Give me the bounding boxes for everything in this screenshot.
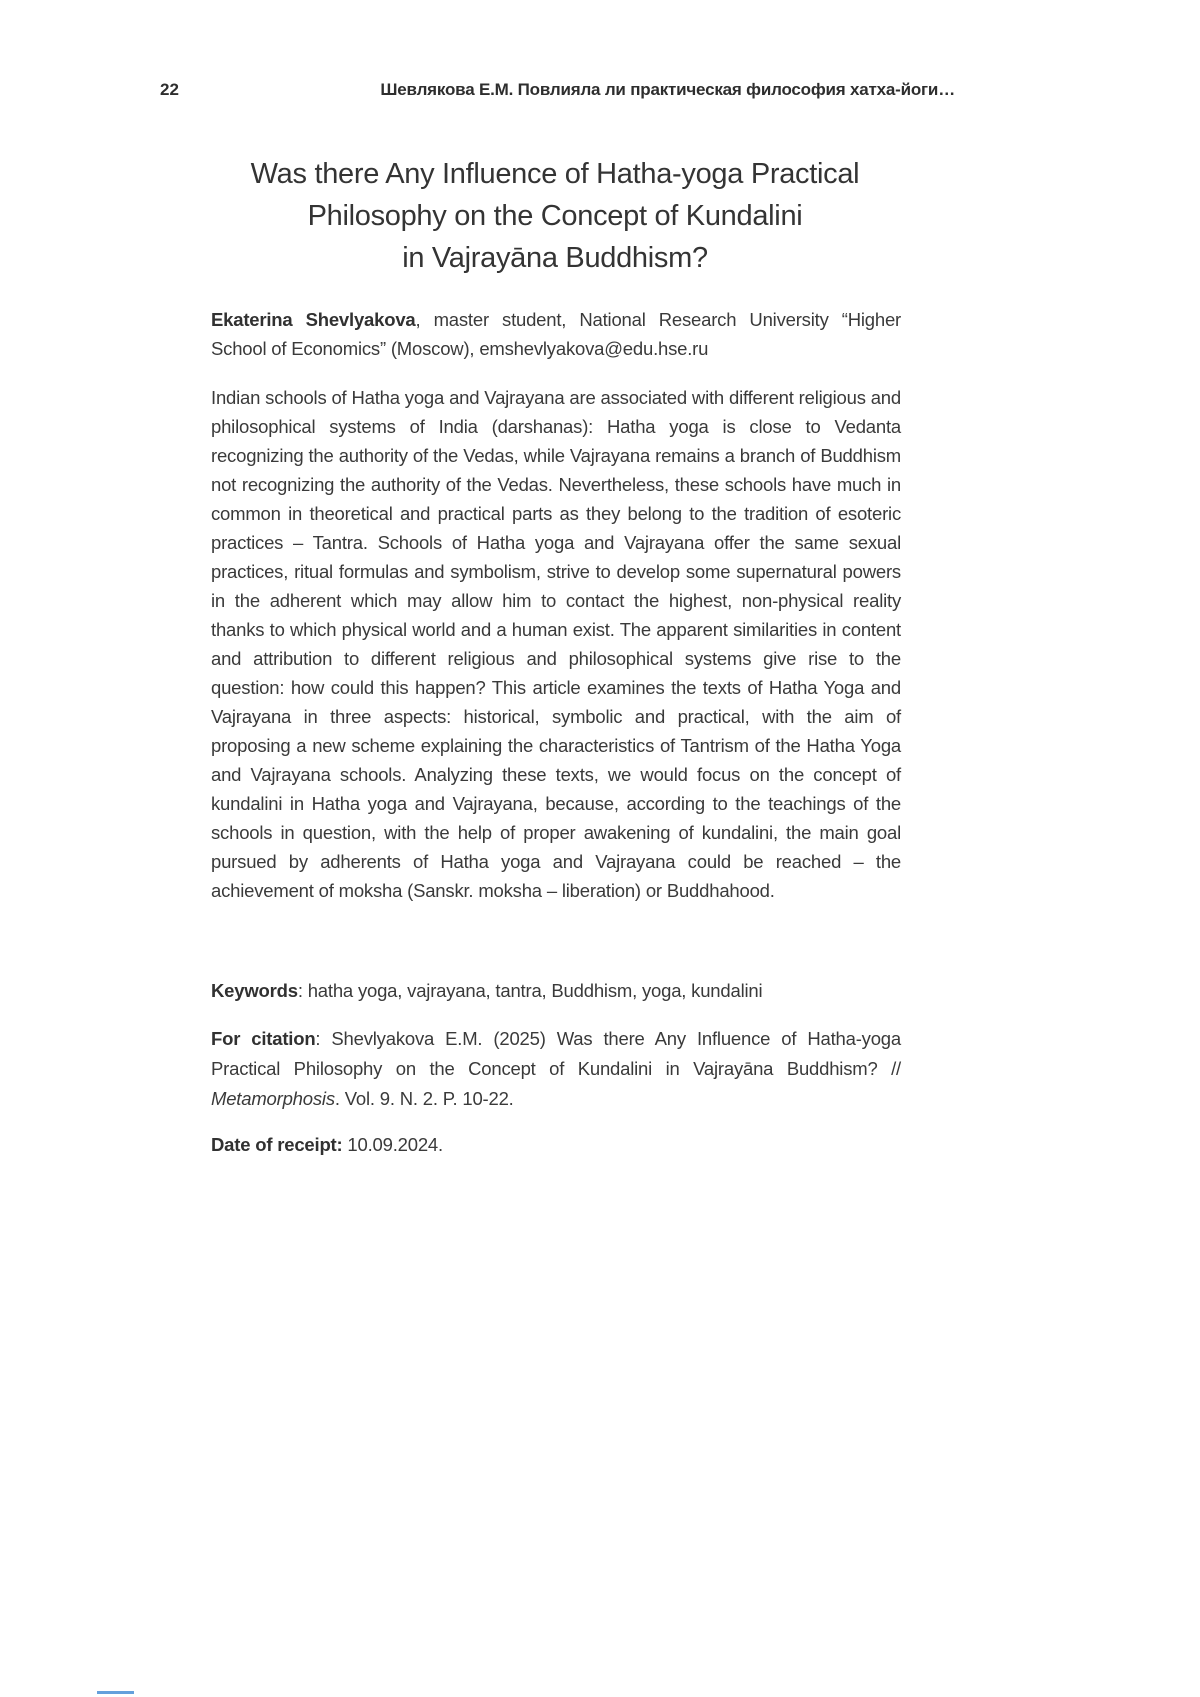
citation-text-before: : Shevlyakova E.M. (2025) Was there Any Influence of Hatha-yoga Practical Philosophy on the Concept of Kundalini in Vajrayāna Buddhism? // [211,1028,901,1079]
citation-label: For citation [211,1028,316,1049]
citation-journal-name: Metamorphosis [211,1088,335,1109]
keywords-text: : hatha yoga, vajrayana, tantra, Buddhism, yoga, kundalini [297,980,763,1001]
keywords-label: Keywords [211,980,298,1001]
author-affiliation: , master student, National Research University “Higher School of Economics” (Moscow), [211,309,901,359]
running-header: Шевлякова Е.М. Повлияла ли практическая философия хатха-йоги… [380,80,955,99]
date-of-receipt-label: Date of receipt: [211,1134,343,1155]
article-title-line-2: Philosophy on the Concept of Kundalini [307,200,803,232]
author-info [211,305,901,363]
date-of-receipt-line [211,1130,901,1159]
article-title-line-1: Was there Any Influence of Hatha-yoga Practical [250,158,860,190]
date-of-receipt-value: 10.09.2024. [342,1134,443,1155]
author-name: Ekaterina Shevlyakova [211,309,416,330]
abstract-text: Indian schools of Hatha yoga and Vajrayana are associated with different religious and philosophical systems of India (darshanas): Hatha yoga is close to Vedanta recognizing the authority of the Vedas, while Vajrayana remains a branch of Buddhism not recognizing the authority of the Vedas. Nevertheless, these schools have much in common in theoretical and practical parts as they belong to the tradition of esoteric practices – Tantra. Schools of Hatha yoga and Vajrayana offer the same sexual practices, ritual formulas and symbolism, strive to develop some supernatural powers in the adherent which may allow him to contact the highest, non-physical reality thanks to which physical world and a human exist. The apparent similarities in content and attribution to different religious and philosophical systems give rise to the question: how could this happen? This article examines the texts of Hatha Yoga and Vajrayana in three aspects: historical, symbolic and practical, with the aim of proposing a new scheme explaining the characteristics of Tantrism of the Hatha Yoga and Vajrayana schools. Analyzing these texts, we would focus on the concept of kundalini in Hatha yoga and Vajrayana, because, according to the teachings of the schools in question, with the help of proper awakening of kundalini, the main goal pursued by adherents of Hatha yoga and Vajrayana could be reached – the achievement of moksha (Sanskr. moksha – liberation) or Buddhahood. [211,387,901,901]
page-number: 22 [160,80,179,99]
footer-link-underline-mark [97,1691,134,1694]
article-title [205,153,905,279]
article-title-line-3: in Vajrayāna Buddhism? [402,242,708,274]
citation-text-after: . Vol. 9. N. 2. P. 10-22. [334,1088,514,1109]
keywords-line [211,976,901,1005]
page-header [160,80,955,100]
citation-line [211,1024,901,1114]
author-email: emshevlyakova@edu.hse.ru [479,338,709,359]
